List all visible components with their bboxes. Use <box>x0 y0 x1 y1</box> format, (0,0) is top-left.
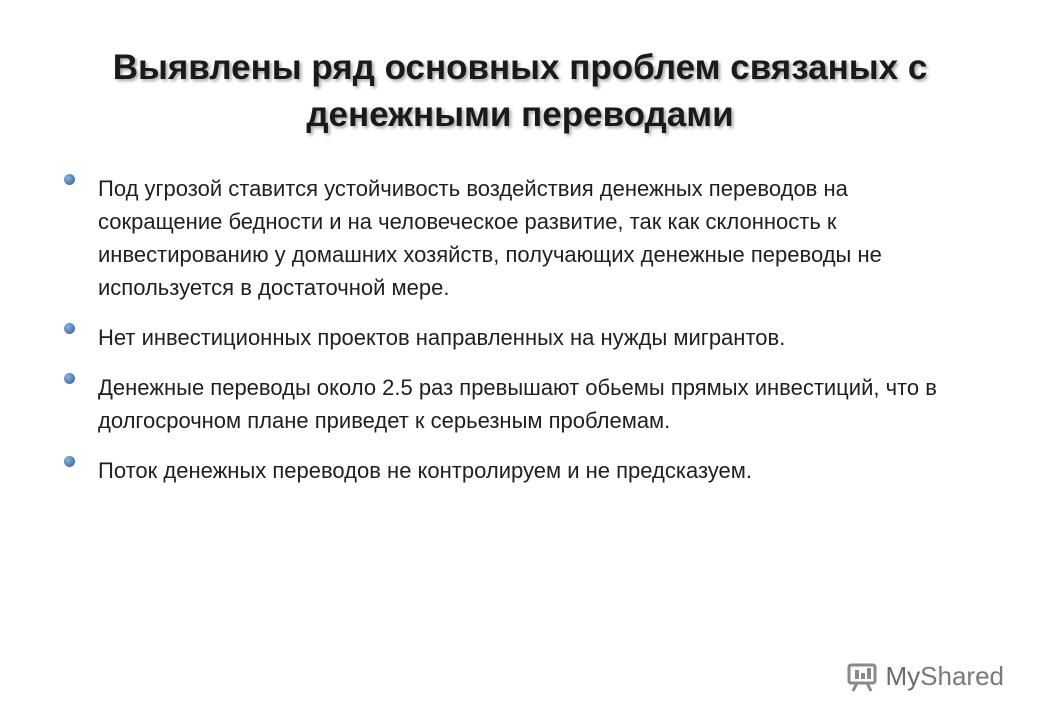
bullet-item <box>60 321 960 354</box>
logo-my: My <box>885 661 921 691</box>
bullet-item <box>60 371 960 437</box>
myshared-logo-text <box>885 661 1004 692</box>
bullet-list <box>60 172 960 504</box>
bullet-text: Нет инвестиционных проектов направленных на нужды мигрантов. <box>98 325 786 350</box>
bullet-dot-icon <box>64 323 75 334</box>
slide-title-line-1: Выявлены ряд основных проблем связаных с <box>112 48 928 87</box>
bullet-dot-icon <box>64 456 75 467</box>
bullet-dot-icon <box>64 373 75 384</box>
presentation-icon <box>847 662 879 692</box>
myshared-watermark[interactable] <box>847 661 1004 692</box>
slide-title-line-2: денежными переводами <box>306 95 734 134</box>
slide-title <box>40 44 1000 138</box>
bullet-dot-icon <box>64 174 75 185</box>
bullet-item <box>60 172 960 304</box>
bullet-text: Под угрозой ставится устойчивость воздействия денежных переводов на сокращение бедности и на человеческое развитие, так как склонность к инвестированию у домашних хозяйств, получающих денежные переводы не используется в достаточной мере. <box>98 176 882 300</box>
bullet-text: Денежные переводы около 2.5 раз превышают обьемы прямых инвестиций, что в долгосрочном плане приведет к серьезным проблемам. <box>98 375 937 433</box>
logo-shared: Shared <box>920 661 1004 691</box>
bullet-text: Поток денежных переводов не контролируем и не предсказуем. <box>98 458 753 483</box>
bullet-item <box>60 454 960 487</box>
